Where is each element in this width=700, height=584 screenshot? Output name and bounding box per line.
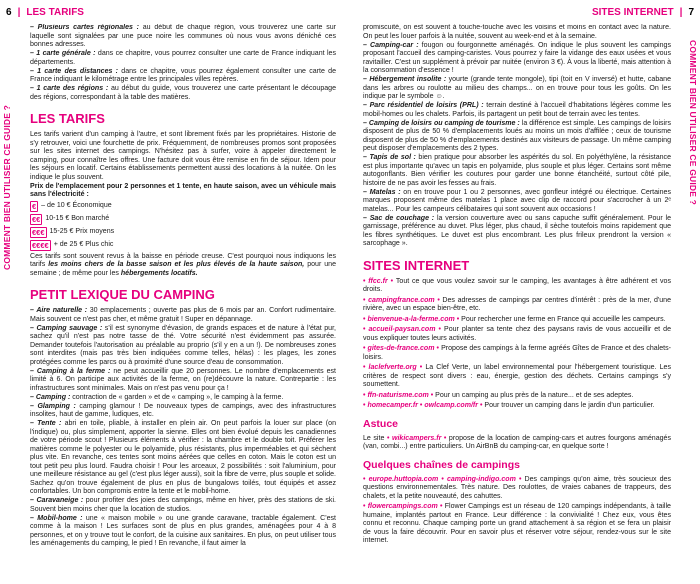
link-wikicampers[interactable]: wikicampers.fr [391, 434, 442, 442]
lexique-item-text: s'il est synonyme d'évasion, de grands espaces et de nature à l'état pur, sachez qu'il n'est pas notre tasse de thé. Votre sécurité n'est évidemment pas assurée. Demander toutefois l'autorisation au préalable au proprio (s'il y en a un !). De nombreuses zones sont interdites (mais pas très bien indiquées comme telles, hélas) : les plages, les zones protégées comme les parcs ou à proximité d'une source d'eau de consommation. [30, 324, 336, 366]
tarifs-paragraph: Les tarifs varient d'un camping à l'autre, et sont librement fixés par les propriétaires. Historie de s'y retrouver, voici une fourchette de prix. Fréquemment, de nombreuses promos sont proposées sur les sites internet des campings. N'hésitez pas à surfer, voire à appeler directement le camping, pour connaître les offres. Une facture doit vous être remise en fin de séjour. Idem pour les séjours en locatif. Certains établissements permettent aussi des locations à la nuitée. On les indique le plus souvent. [30, 131, 336, 181]
price-row [30, 214, 336, 226]
lexique-item-text: pour profiter des joies des campings, même en hiver, près des stations de ski. Souvent bien moins cher que la location de studios. [30, 497, 336, 513]
site-entry [363, 297, 671, 314]
bullet-icon: • [428, 391, 436, 399]
bullet-icon: • [438, 475, 447, 483]
site-description: Des adresses de campings par centres d'intérêt : près de la mer, d'une rivière, avec un espace bien-être, etc. [363, 296, 671, 312]
site-entry [363, 364, 671, 390]
lexique-item-text: ne peut accueillir que 20 personnes. Le nombre d'emplacements est limité à 6. On participe aux activités de la ferme, on (re)découvre la nature. Contrepartie : les infrastructures sont minimales. Mais on n'est pas venu pour ça ! [30, 367, 336, 392]
bullet-icon: • [363, 315, 368, 323]
site-entry [363, 503, 671, 546]
page-header-right [592, 6, 694, 20]
lexique-item-term: – Tente : [30, 420, 62, 427]
site-link[interactable]: ffcc.fr [368, 277, 388, 285]
astuce-paragraph: Le site • wikicampers.fr • propose de la location de camping-cars et autres fourgons aménagés (van, combi...) entre particuliers. Un AirBnB du camping-car, en quelque sorte ! [363, 434, 671, 450]
intro-item [30, 68, 336, 85]
lexique-item-text: contraction de « garden » et de « camping », le camping à la ferme. [70, 393, 284, 401]
lexique-item-text: fougon ou fourgonnette aménagés. On indique le plus souvent les campings proposant l'accueil des camping-caristes. Vous pourrez y faire la vidange des eaux usées et vous ravitailler. C'est un supplément à prévoir par nuitée (environ 3 €). À vous la liberté, mais attention à la consommation d'essence ! [363, 41, 671, 74]
site-entry [363, 326, 671, 343]
intro-item-term: – 1 carte des régions : [30, 85, 109, 92]
site-description: Des campings qu'on aime, très soucieux des questions environnementales. Très nature. Des roulottes, de vraies cabanes de trappeurs, des chalets, et la petite nouveauté, des cahuttes. [363, 475, 671, 500]
bullet-icon: • [437, 503, 445, 510]
lexique-item [363, 42, 671, 76]
section-title-astuce: Astuce [363, 417, 399, 430]
section-title-sites: SITES INTERNET [363, 257, 470, 273]
bullet-icon: • [515, 475, 525, 483]
lexique-item [363, 154, 671, 188]
bullet-icon: • [363, 277, 369, 285]
lexique-item [30, 325, 336, 368]
site-link[interactable]: laclefverte.org [368, 364, 417, 371]
lexique-item [363, 120, 671, 154]
lexique-item-text: abri en toile, pliable, à installer en plein air. On peut parfois la louer sur place (on l'indique) ou, plus simplement, apporter la sienne. Elles ont bien évolué depuis les canadiennes de votre période scout ! Plusieurs éléments à vérifier : la chambre et le double toit. Préférer les matières comme le polyester ou le polyamide, plus résistants, plus imperméables et qui sèchent plus vite. En revanche, ces tentes sont moins aérées que celles en coton. Mais le coton est un tout petit peu plus lourd. Faudra choisir ! Pour les arceaux, 2 possibilités : soit l'aluminium, pour une meilleure résistance au gel (c'est plus léger aussi), soit la fibre de verre, plus souple et solide. Sachez qu'on trouve également de plus en plus de bungalows toilés, tout équipés et assez confortables. Un bon compromis entre la tente et le mobil-home. [30, 420, 336, 495]
lexique-item-text: bien pratique pour absorber les aspérités du sol. En polyéthylène, la résistance est plus importante qu'avec un tapis en polyamide, plus souple et plus léger. Certains sont même autogonflants. Bien vérifier les coutures pour garder une bonne étanchéité, surtout côté pile, histoire de ne pas avoir les fesses au frais. [363, 154, 671, 187]
lexique-item-text: terrain destiné à l'accueil d'habitations légères comme les mobil-homes ou les chalets. Parfois, ils partagent un petit bout de terrain avec les tentes. [363, 102, 671, 118]
site-link[interactable]: flowercampings.com [367, 503, 438, 510]
intro-item-term: – 1 carte des distances : [30, 67, 119, 75]
intro-item-term: – 1 carte générale : [30, 50, 96, 57]
side-label-left: COMMENT BIEN UTILISER CE GUIDE ? [2, 104, 12, 270]
lexique-item-term: – Hébergement insolite : [363, 76, 447, 83]
bullet-icon: • [363, 503, 368, 510]
euro-badge-icon: € [32, 202, 37, 211]
left-page-column [30, 24, 336, 584]
bullet-icon: • [363, 345, 368, 352]
intro-item [30, 85, 336, 102]
site-entry [363, 345, 671, 362]
price-label: – de 10 € Économique [41, 202, 112, 210]
lexique-item-term: – Caravaneige : [30, 497, 84, 504]
intro-item-text: dans ce chapitre, vous pourrez également consulter une carte de France indiquant le kilométrage entre les principales villes repères. [30, 67, 336, 83]
page-number-right: 7 [688, 7, 694, 18]
section-title-tarifs: LES TARIFS [30, 111, 105, 126]
bullet-icon: • [363, 402, 368, 409]
lexique-item [363, 189, 671, 215]
bullet-icon: • [454, 315, 462, 323]
lexique-list [30, 307, 336, 549]
site-link[interactable]: ffn-naturisme.com [367, 391, 429, 399]
lexique-item-term: – Camping à la ferme : [30, 367, 111, 375]
lexique-item-term: – Camping-car : [363, 41, 419, 49]
site-link[interactable]: accueil-paysan.com [368, 326, 436, 333]
site-link[interactable]: camping-indigo.com [446, 475, 516, 483]
section-title-lexique: PETIT LEXIQUE DU CAMPING [30, 287, 215, 302]
site-description: Pour un camping au plus près de la nature... et de ses adeptes. [435, 391, 634, 399]
site-link[interactable]: owlcamp.com/fr [424, 402, 479, 409]
site-link[interactable]: campingfrance.com [368, 296, 435, 304]
price-row [30, 201, 336, 213]
intro-list [30, 24, 336, 102]
sites-list [363, 278, 671, 411]
intro-item-text: dans ce chapitre, vous pourrez consulter une carte de France indiquant les départements. [30, 50, 336, 66]
site-link[interactable]: europe.huttopia.com [368, 475, 439, 483]
site-link[interactable]: bienvenue-a-la-ferme.com [367, 315, 455, 323]
site-entry [363, 278, 671, 295]
bullet-icon: • [363, 475, 369, 483]
bullet-icon: • [441, 434, 449, 442]
price-label: 10-15 € Bon marché [45, 215, 110, 223]
lexique-item [363, 76, 671, 102]
price-scale [30, 201, 336, 252]
bullet-icon: • [387, 277, 396, 285]
lexique-item-term: – Aire naturelle : [30, 307, 88, 314]
site-description: Tout ce que vous voulez savoir sur le camping, les avantages à être adhérent et vos droits. [363, 277, 671, 293]
lexique-item-term: – Camping : [30, 393, 71, 401]
euro-badge-icon: €€ [32, 215, 41, 224]
bullet-icon: • [386, 434, 392, 442]
bullet-icon: • [434, 345, 442, 352]
lexique-item [30, 307, 336, 324]
lexique-item-text: une « maison mobile » ou une grande caravane, tractable également. C'est comme à la maison ! Les surfaces sont de plus en plus grandes, aménagées pour 4 à 8 personnes, et on y trouve tout le confort, de la cuisine aux sanitaires. En plus, on peut utiliser tous les aménagements du camping, le pied ! En revanche, il faut aimer la [30, 514, 336, 547]
site-description: Pour trouver un camping dans le jardin d'un particulier. [484, 402, 655, 409]
header-title-left: LES TARIFS [26, 7, 84, 18]
lexique-item-text: la version couverture avec ou sans capuche suffit généralement. Pour le garnissage, préférence au duvet. Plus léger, plus chaud, il sèche toutefois moins rapidement que les fibres synthétiques. Le duvet est plus encombrant. Les plus frileux prendront la version « sarcophage ». [363, 214, 671, 247]
lexique-item-term: – Camping de loisirs ou camping de tourisme : [363, 119, 520, 127]
site-description: Pour rechercher une ferme en France qui accueille les campeurs. [461, 315, 666, 323]
lexique-item [363, 24, 671, 41]
lexique-item [30, 368, 336, 394]
site-entry [363, 402, 671, 411]
header-title-right: SITES INTERNET [591, 7, 674, 18]
lexique-item-text: la différence est simple. Les campings de loisirs disposent de plus de 50 % d'emplacements loués au moins un mois d'affilée ; ceux de tourisme disposent de plus de 50 % d'emplacements destinés aux visiteurs de passage. Un même camping peut disposer d'emplacements des 2 types. [363, 119, 671, 152]
site-entry [363, 476, 671, 502]
bullet-icon: • [363, 391, 368, 399]
right-page-column [363, 24, 671, 584]
lexique-item-term: – Parc résidentiel de loisirs (PRL) : [363, 102, 484, 109]
lexique-item-text: camping glamour ! De nouveaux types de campings, avec des infrastructures insolites, haut de gamme, ludiques, etc. [30, 402, 336, 418]
price-label: 15-25 € Prix moyens [49, 228, 115, 236]
intro-item-text: au début du guide, vous trouverez une carte présentant le découpage des régions, correspondant à la table des matières. [30, 85, 336, 101]
bullet-icon: • [416, 364, 426, 371]
lexique-item [30, 394, 336, 403]
bullet-icon: • [478, 402, 485, 409]
site-description: Propose des campings à la ferme agréés Gîtes de France et des chalets-loisirs. [363, 345, 671, 361]
intro-item [30, 24, 336, 50]
site-description: Flower Campings est un réseau de 120 campings indépendants, à taille humaine, implantés partout en France. Leur différence : la convivialité ! Chez eux, vous êtes connu et reconnu. Chaque camping porte un grand attachement à sa région et se fera un plaisir de vous la faire découvrir. Pour en savoir plus et réserver votre séjour, rendez-vous sur le site internet. [363, 503, 671, 544]
tarifs-note: Ces tarifs sont souvent revus à la baisse en période creuse. C'est pourquoi nous indiquons les tarifs les moins chers de la basse saison et les plus élevés de la haute saison, pour une semaine ; de même pour les hébergements locatifs. [30, 252, 336, 277]
site-entry [363, 316, 671, 325]
price-label: + de 25 € Plus chic [53, 241, 114, 249]
section-title-chaines: Quelques chaînes de campings [363, 458, 520, 471]
intro-item [30, 50, 336, 67]
page-header-left [6, 6, 84, 20]
euro-badge-icon: €€€€ [32, 241, 49, 250]
side-label-right: COMMENT BIEN UTILISER CE GUIDE ? [688, 40, 698, 206]
price-row [30, 227, 336, 239]
intro-item-text: au début de chaque région, vous trouverez une carte sur laquelle sont signalées par une puce noire les communes où nous vous avons déniché ces bonnes adresses. [30, 24, 336, 48]
bullet-icon: • [417, 402, 425, 409]
intro-item-term: – Plusieurs cartes régionales : [30, 24, 140, 31]
bullet-icon: • [363, 364, 369, 371]
page-number-left: 6 [6, 7, 12, 18]
bullet-icon: • [435, 326, 444, 333]
bullet-icon: • [434, 296, 443, 304]
header-separator: | [679, 7, 683, 18]
site-description: Pour planter sa tente chez des paysans ravis de vous accueillir et de vous expliquer toutes leurs activités. [363, 326, 671, 342]
price-row [30, 240, 336, 252]
lexique-item-text: 30 emplacements ; ouverte pas plus de 6 mois par an. Confort rudimentaire. Mais souvent ce n'est pas cher, et même gratuit ! Super en dépannage. [30, 307, 336, 323]
site-description: La Clef Verte, un label environnemental pour l'hébergement touristique. Les critères de respect sont divers : eau, énergie, gestion des déchets. Certains campings s'y soumettent. [363, 364, 671, 388]
lexique-item [30, 497, 336, 514]
bullet-icon: • [363, 326, 369, 333]
site-link[interactable]: gites-de-france.com [367, 345, 435, 352]
lexique-item-term: – Mobil-home : [30, 514, 83, 522]
chaines-list [363, 476, 671, 546]
lexique-item [30, 403, 336, 420]
lexique-item-text: on en trouve pour 1 ou 2 personnes, avec gonfleur intégré ou électrique. Certaines marques proposent même des matelas 1 place avec clip de raccord pour s'accrocher à un 2ᵉ matelas... Pour les campeurs célibataires qui sont souvent aux occasions ! [363, 188, 671, 213]
euro-badge-icon: €€€ [32, 228, 45, 237]
site-link[interactable]: homecamper.fr [367, 402, 418, 409]
lexique-item [30, 515, 336, 549]
lexique-item [363, 102, 671, 119]
lexique-item-text: promiscuité, on est souvent à touche-touche avec les voisins et moins en contact avec la nature. On peut les louer parfois à la nuitée, souvent au week-end et à la semaine. [363, 24, 671, 40]
lexique-item-term: – Matelas : [363, 188, 401, 196]
lexique-item [363, 215, 671, 249]
lexique-continued [363, 24, 671, 249]
lexique-item-term: – Tapis de sol : [363, 154, 416, 161]
tarifs-price-intro: Prix de l'emplacement pour 2 personnes et 1 tente, en haute saison, avec un véhicule mais sans l'électricité : [30, 182, 336, 198]
lexique-item-term: – Sac de couchage : [363, 214, 435, 222]
lexique-item-term: – Camping sauvage : [30, 324, 103, 332]
header-separator: | [17, 7, 21, 18]
lexique-item-text: yourte (grande tente mongole), tipi (toit en V inversé) et hutte, cabane dans les arbres ou roulotte au milieu des champs... on en trouve pour tous les goûts. On les indique par le symbole ☺. [363, 76, 671, 100]
bullet-icon: • [363, 296, 369, 304]
lexique-item [30, 420, 336, 497]
lexique-item-term: – Glamping : [30, 402, 76, 410]
site-entry [363, 392, 671, 401]
